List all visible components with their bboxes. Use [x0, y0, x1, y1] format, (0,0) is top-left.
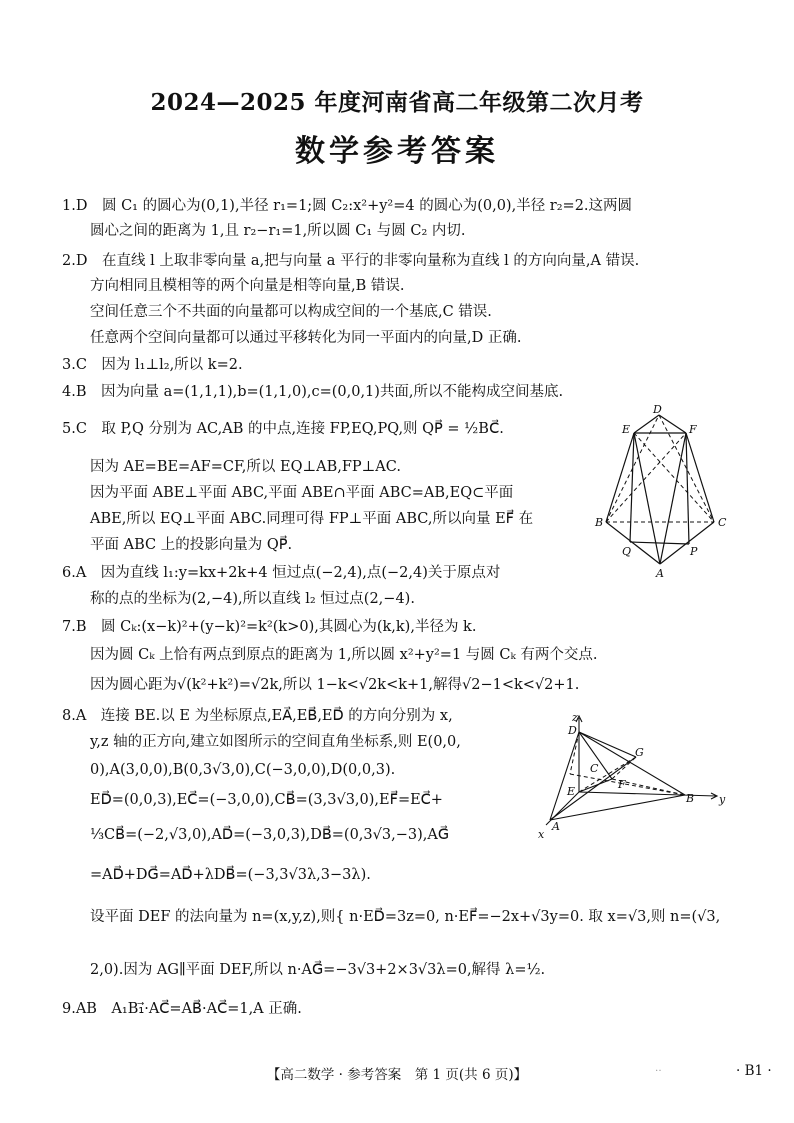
answer-line: 4.B 因为向量 a=(1,1,1),b=(1,1,0),c=(0,0,1)共面,所以不能构成空间基底.: [62, 384, 564, 400]
answer-line: 2,0).因为 AG∥平面 DEF,所以 n·AG⃗=−3√3+2×3√3λ=0,解得 λ=½.: [90, 962, 546, 978]
answer-line: 2.D 在直线 l 上取非零向量 a,把与向量 a 平行的非零向量称为直线 l 的方向向量,A 错误.: [62, 253, 640, 269]
answer-line: 任意两个空间向量都可以通过平移转化为同一平面内的向量,D 正确.: [90, 330, 522, 346]
answer-line: 圆心之间的距离为 1,且 r₂−r₁=1,所以圆 C₁ 与圆 C₂ 内切.: [90, 223, 466, 239]
answer-line: 8.A 连接 BE.以 E 为坐标原点,EA⃗,EB⃗,ED⃗ 的方向分别为 x,: [62, 708, 453, 724]
answer-line: 因为圆心距为√(k²+k²)=√2k,所以 1−k<√2k<k+1,解得√2−1<k<√2+1.: [90, 677, 580, 693]
answer-line: ⅓CB⃗=(−2,√3,0),AD⃗=(−3,0,3),DB⃗=(0,3√3,−3),AG⃗: [90, 827, 450, 843]
label-y: y: [719, 793, 726, 806]
label-A: A: [552, 820, 560, 833]
label-C: C: [590, 762, 599, 775]
label-A: A: [656, 567, 664, 580]
label-z: z: [572, 712, 578, 724]
answer-line: y,z 轴的正方向,建立如图所示的空间直角坐标系,则 E(0,0,: [90, 734, 461, 750]
label-C: C: [718, 516, 727, 529]
answer-line: 设平面 DEF 的法向量为 n=(x,y,z),则{ n·ED⃗=3z=0, n·EF⃗=−2x+√3y=0. 取 x=√3,则 n=(√3,: [90, 909, 721, 925]
figure-polyhedron: [594, 402, 730, 580]
answer-line: ABE,所以 EQ⊥平面 ABC.同理可得 FP⊥平面 ABC,所以向量 EF⃗ 在: [90, 511, 534, 527]
label-x: x: [538, 828, 545, 840]
answer-line: 9.AB A₁B₁⃗·AC⃗=AB⃗·AC⃗=1,A 正确.: [62, 1001, 302, 1017]
label-F: F: [689, 423, 697, 436]
label-E: E: [567, 785, 576, 798]
answer-line: 7.B 圆 Cₖ:(x−k)²+(y−k)²=k²(k>0),其圆心为(k,k),半径为 k.: [62, 619, 477, 635]
answer-line: 1.D 圆 C₁ 的圆心为(0,1),半径 r₁=1;圆 C₂:x²+y²=4 的圆心为(0,0),半径 r₂=2.这两圆: [62, 198, 633, 214]
label-G: G: [635, 746, 644, 759]
answer-line: 5.C 取 P,Q 分别为 AC,AB 的中点,连接 FP,EQ,PQ,则 QP⃗ = ½BC⃗.: [62, 421, 504, 437]
answer-line: =AD⃗+DG⃗=AD⃗+λDB⃗=(−3,3√3λ,3−3λ).: [90, 867, 371, 883]
page-code: · B1 ·: [736, 1063, 772, 1079]
page-footer: 【高二数学 · 参考答案 第 1 页(共 6 页)】: [266, 1067, 528, 1083]
label-B: B: [686, 792, 695, 805]
answer-line: 方向相同且模相等的两个向量是相等向量,B 错误.: [90, 278, 405, 294]
answer-line: 因为圆 Cₖ 上恰有两点到原点的距离为 1,所以圆 x²+y²=1 与圆 Cₖ 有两个交点.: [90, 647, 598, 663]
answer-line: 0),A(3,0,0),B(0,3√3,0),C(−3,0,0),D(0,0,3).: [90, 762, 396, 778]
answer-line: 因为 AE=BE=AF=CF,所以 EQ⊥AB,FP⊥AC.: [90, 459, 401, 475]
label-E: E: [622, 423, 631, 436]
answer-line: 3.C 因为 l₁⊥l₂,所以 k=2.: [62, 357, 243, 373]
answer-line: 平面 ABC 上的投影向量为 QP⃗.: [90, 537, 293, 553]
footer-dots: ‥: [655, 1063, 662, 1074]
label-F: F: [618, 778, 626, 791]
page-title: 2024—2025 年度河南省高二年级第二次月考: [150, 89, 644, 116]
label-P: P: [690, 545, 698, 558]
label-B: B: [595, 516, 604, 529]
answer-line: 因为平面 ABE⊥平面 ABC,平面 ABE∩平面 ABC=AB,EQ⊂平面: [90, 485, 514, 501]
label-Q: Q: [622, 545, 632, 558]
figure-coordinate-system: [532, 712, 728, 840]
page-subtitle: 数学参考答案: [295, 134, 499, 169]
answer-line: 空间任意三个不共面的向量都可以构成空间的一个基底,C 错误.: [90, 304, 492, 320]
label-D: D: [653, 403, 662, 416]
answer-line: 称的点的坐标为(2,−4),所以直线 l₂ 恒过点(2,−4).: [90, 591, 415, 607]
label-D: D: [568, 724, 577, 737]
answer-line: ED⃗=(0,0,3),EC⃗=(−3,0,0),CB⃗=(3,3√3,0),EF⃗=EC⃗+: [90, 792, 443, 808]
answer-line: 6.A 因为直线 l₁:y=kx+2k+4 恒过点(−2,4),点(−2,4)关于原点对: [62, 565, 501, 581]
